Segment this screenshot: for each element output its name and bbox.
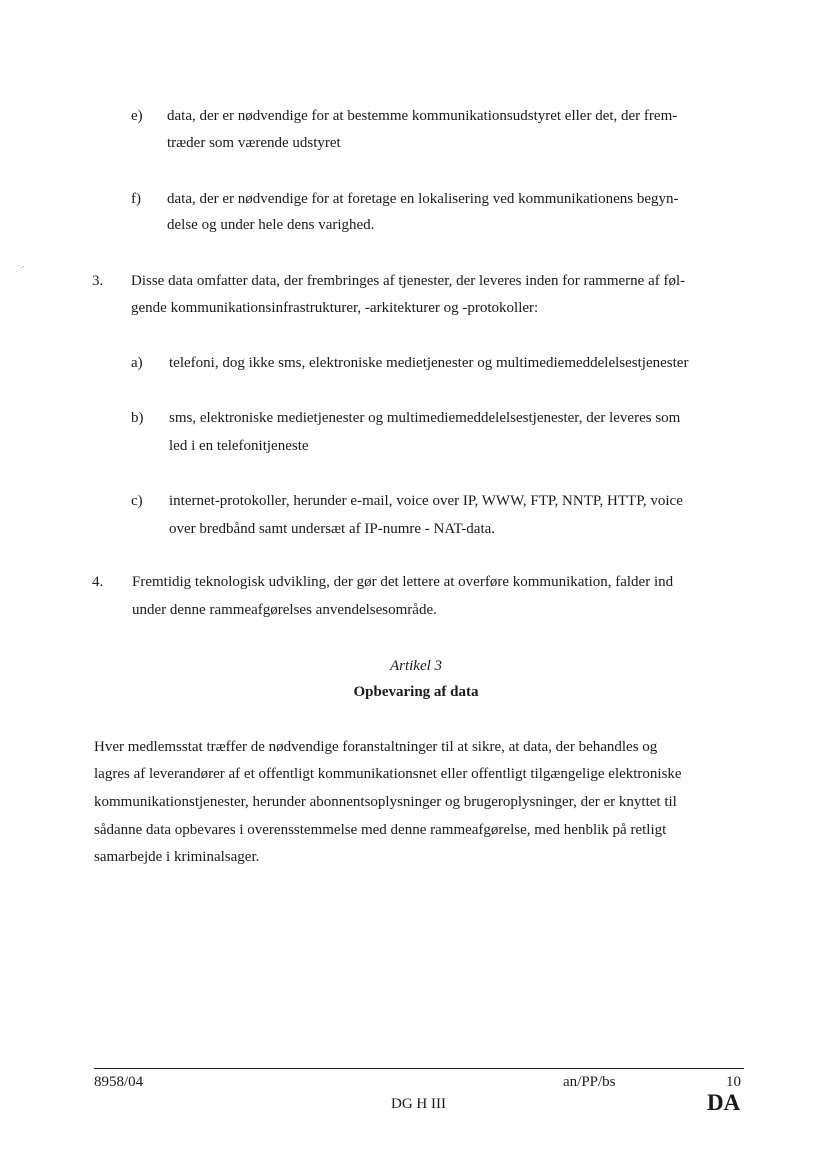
item-b-text-line2: led i en telefonitjeneste [169,438,309,454]
paragraph-4-text-line2: under denne rammeafgørelses anvendelsesområde. [132,602,437,618]
item-f-label: f) [131,191,141,207]
paragraph-3-text-line2: gende kommunikationsinfrastrukturer, -arkitekturer og -protokoller: [131,300,539,316]
footer-rule [94,1068,744,1069]
article-title: Opbevaring af data [353,684,479,700]
article-number: Artikel 3 [389,658,443,674]
footer-language-code: DA [707,1090,741,1115]
item-a-label: a) [131,355,143,371]
paragraph-4-text-line1: Fremtidig teknologisk udvikling, der gør det lettere at overføre kommunikation, falder ind [132,574,674,590]
footer-initials: an/PP/bs [563,1074,616,1090]
paragraph-4-label: 4. [92,574,104,590]
item-f-text-line2: delse og under hele dens varighed. [167,217,375,233]
body-line-2: lagres af leverandører af et offentligt kommunikationsnet eller offentligt tilgængelige elektroniske [94,766,682,782]
paragraph-3-label: 3. [92,273,104,289]
item-c-text-line1: internet-protokoller, herunder e-mail, voice over IP, WWW, FTP, NNTP, HTTP, voice [169,493,683,509]
footer-dg: DG H III [391,1096,446,1112]
item-f-text-line1: data, der er nødvendige for at foretage en lokalisering ved kommunikationens begyn- [167,191,679,207]
body-line-5: samarbejde i kriminalsager. [94,849,260,865]
item-e-text-line2: træder som værende udstyret [167,135,341,151]
footer-doc-number: 8958/04 [94,1074,144,1090]
scan-speck: ·.- [18,262,25,270]
item-b-text-line1: sms, elektroniske medietjenester og multimediemeddelelsestjenester, der leveres som [169,410,681,426]
item-b-label: b) [131,410,144,426]
item-e-label: e) [131,108,143,124]
body-line-3: kommunikationstjenester, herunder abonnentsoplysninger og brugeroplysninger, der er knyttet til [94,794,677,810]
body-line-1: Hver medlemsstat træffer de nødvendige foranstaltninger til at sikre, at data, der behandles og [94,739,658,755]
item-c-text-line2: over bredbånd samt undersæt af IP-numre - NAT-data. [169,521,496,537]
body-line-4: sådanne data opbevares i overensstemmelse med denne rammeafgørelse, med henblik på retligt [94,822,667,838]
item-e-text-line1: data, der er nødvendige for at bestemme kommunikationsudstyret eller det, der frem- [167,108,678,124]
paragraph-3-text-line1: Disse data omfatter data, der frembringes af tjenester, der leveres inden for rammerne af føl- [131,273,686,289]
footer-page-number: 10 [726,1074,741,1090]
item-c-label: c) [131,493,143,509]
item-a-text-line1: telefoni, dog ikke sms, elektroniske medietjenester og multimediemeddelelsestjenester [169,355,689,371]
